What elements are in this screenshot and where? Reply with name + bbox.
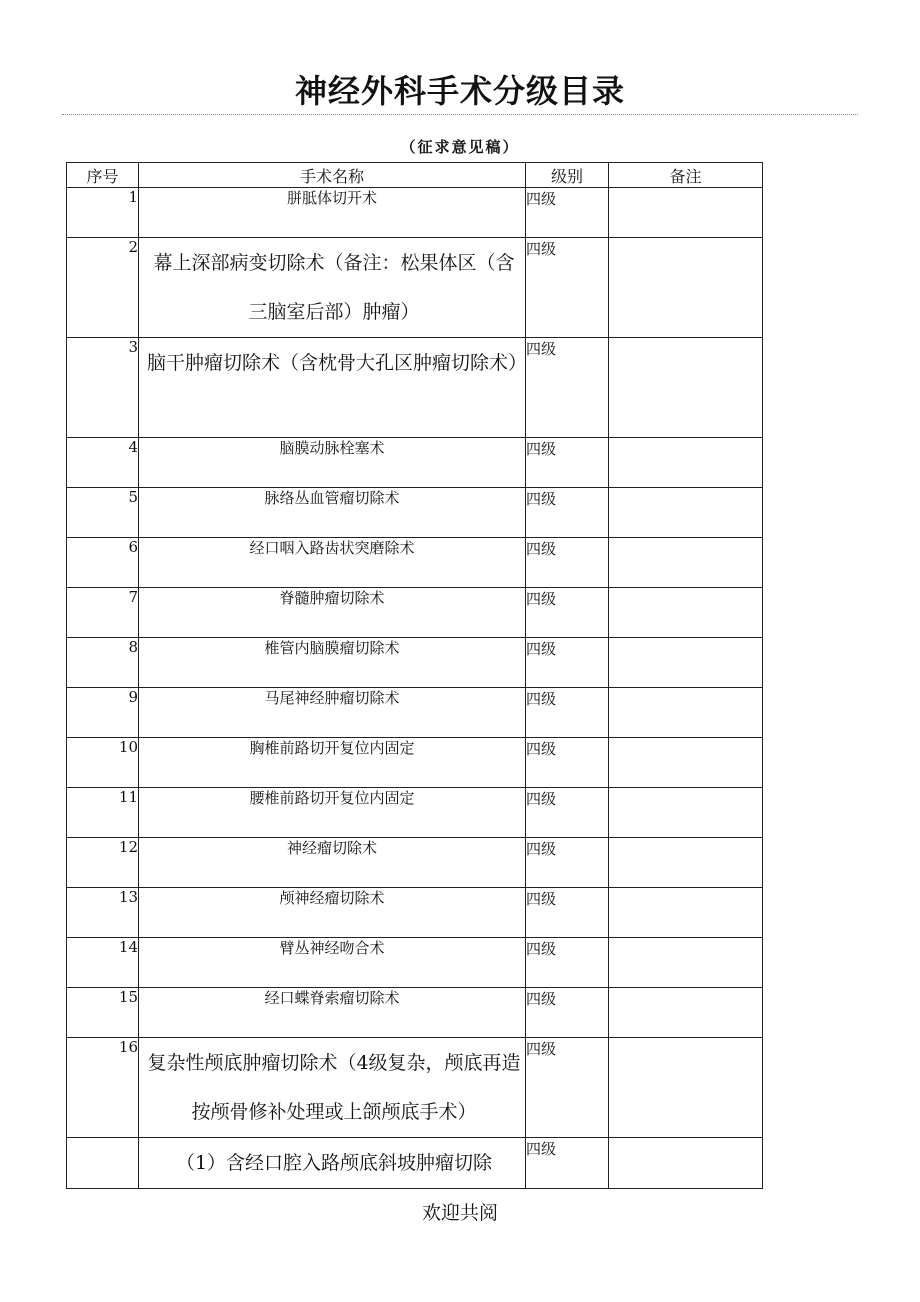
- row-number: 14: [67, 938, 139, 988]
- row-number: 1: [67, 188, 139, 238]
- surgery-level: 四级: [526, 788, 609, 838]
- row-number: 3: [67, 338, 139, 438]
- row-number: 11: [67, 788, 139, 838]
- table-row: [67, 438, 763, 488]
- surgery-note: [609, 238, 763, 338]
- row-number: 10: [67, 738, 139, 788]
- table-row: [67, 588, 763, 638]
- surgery-note: [609, 788, 763, 838]
- surgery-note: [609, 538, 763, 588]
- surgery-level: 四级: [526, 738, 609, 788]
- surgery-level: 四级: [526, 938, 609, 988]
- table-row: [67, 738, 763, 788]
- surgery-level: 四级: [526, 838, 609, 888]
- title-divider: [62, 114, 858, 115]
- surgery-name: 幕上深部病变切除术（备注：松果体区（含三脑室后部）肿瘤）: [139, 238, 526, 338]
- header-notes: 备注: [609, 163, 763, 188]
- surgery-name: 神经瘤切除术: [139, 838, 526, 888]
- surgery-grade-table: [66, 162, 763, 1189]
- surgery-note: [609, 688, 763, 738]
- table-row: [67, 638, 763, 688]
- surgery-note: [609, 838, 763, 888]
- surgery-level: 四级: [526, 438, 609, 488]
- surgery-name: 脊髓肿瘤切除术: [139, 588, 526, 638]
- surgery-level: 四级: [526, 588, 609, 638]
- surgery-level: 四级: [526, 988, 609, 1038]
- surgery-level: 四级: [526, 888, 609, 938]
- surgery-note: [609, 438, 763, 488]
- table-row: [67, 188, 763, 238]
- row-number: [67, 1138, 139, 1189]
- surgery-name: 腰椎前路切开复位内固定: [139, 788, 526, 838]
- table-row: [67, 988, 763, 1038]
- surgery-name: （1）含经口腔入路颅底斜坡肿瘤切除: [139, 1138, 526, 1189]
- table-row: [67, 538, 763, 588]
- surgery-level: 四级: [526, 1038, 609, 1138]
- row-number: 2: [67, 238, 139, 338]
- row-number: 7: [67, 588, 139, 638]
- table-row: [67, 688, 763, 738]
- table-header-row: [67, 163, 763, 188]
- row-number: 4: [67, 438, 139, 488]
- table-row: [67, 1138, 763, 1189]
- table-row: [67, 338, 763, 438]
- surgery-note: [609, 188, 763, 238]
- row-number: 12: [67, 838, 139, 888]
- header-number: 序号: [67, 163, 139, 188]
- page-footer: 欢迎共阅: [421, 1202, 498, 1224]
- surgery-name: 经口蝶脊索瘤切除术: [139, 988, 526, 1038]
- surgery-name: 臂丛神经吻合术: [139, 938, 526, 988]
- surgery-name: 胼胝体切开术: [139, 188, 526, 238]
- surgery-name: 脑干肿瘤切除术（含枕骨大孔区肿瘤切除术）: [139, 338, 526, 438]
- table-row: [67, 838, 763, 888]
- surgery-level: 四级: [526, 188, 609, 238]
- header-level: 级别: [526, 163, 609, 188]
- surgery-level: 四级: [526, 1138, 609, 1189]
- surgery-note: [609, 888, 763, 938]
- surgery-name: 椎管内脑膜瘤切除术: [139, 638, 526, 688]
- surgery-note: [609, 938, 763, 988]
- surgery-note: [609, 588, 763, 638]
- table-row: [67, 888, 763, 938]
- row-number: 5: [67, 488, 139, 538]
- document-title: 神经外科手术分级目录: [294, 72, 625, 110]
- surgery-note: [609, 1038, 763, 1138]
- row-number: 15: [67, 988, 139, 1038]
- row-number: 9: [67, 688, 139, 738]
- surgery-note: [609, 738, 763, 788]
- surgery-level: 四级: [526, 238, 609, 338]
- table-row: [67, 488, 763, 538]
- surgery-name: 颅神经瘤切除术: [139, 888, 526, 938]
- row-number: 6: [67, 538, 139, 588]
- table-row: [67, 938, 763, 988]
- surgery-name: 经口咽入路齿状突磨除术: [139, 538, 526, 588]
- surgery-note: [609, 338, 763, 438]
- surgery-name: 胸椎前路切开复位内固定: [139, 738, 526, 788]
- surgery-note: [609, 638, 763, 688]
- surgery-name: 脑膜动脉栓塞术: [139, 438, 526, 488]
- table-row: [67, 788, 763, 838]
- table-row: [67, 1038, 763, 1138]
- surgery-note: [609, 988, 763, 1038]
- surgery-level: 四级: [526, 688, 609, 738]
- surgery-note: [609, 1138, 763, 1189]
- row-number: 13: [67, 888, 139, 938]
- surgery-level: 四级: [526, 338, 609, 438]
- surgery-level: 四级: [526, 488, 609, 538]
- document-subtitle: （征求意见稿）: [400, 138, 520, 156]
- row-number: 8: [67, 638, 139, 688]
- table-row: [67, 238, 763, 338]
- surgery-name: 复杂性颅底肿瘤切除术（4级复杂，颅底再造按颅骨修补处理或上颌颅底手术）: [139, 1038, 526, 1138]
- surgery-level: 四级: [526, 538, 609, 588]
- surgery-name: 马尾神经肿瘤切除术: [139, 688, 526, 738]
- surgery-name: 脉络丛血管瘤切除术: [139, 488, 526, 538]
- row-number: 16: [67, 1038, 139, 1138]
- surgery-level: 四级: [526, 638, 609, 688]
- header-surgery-name: 手术名称: [139, 163, 526, 188]
- surgery-note: [609, 488, 763, 538]
